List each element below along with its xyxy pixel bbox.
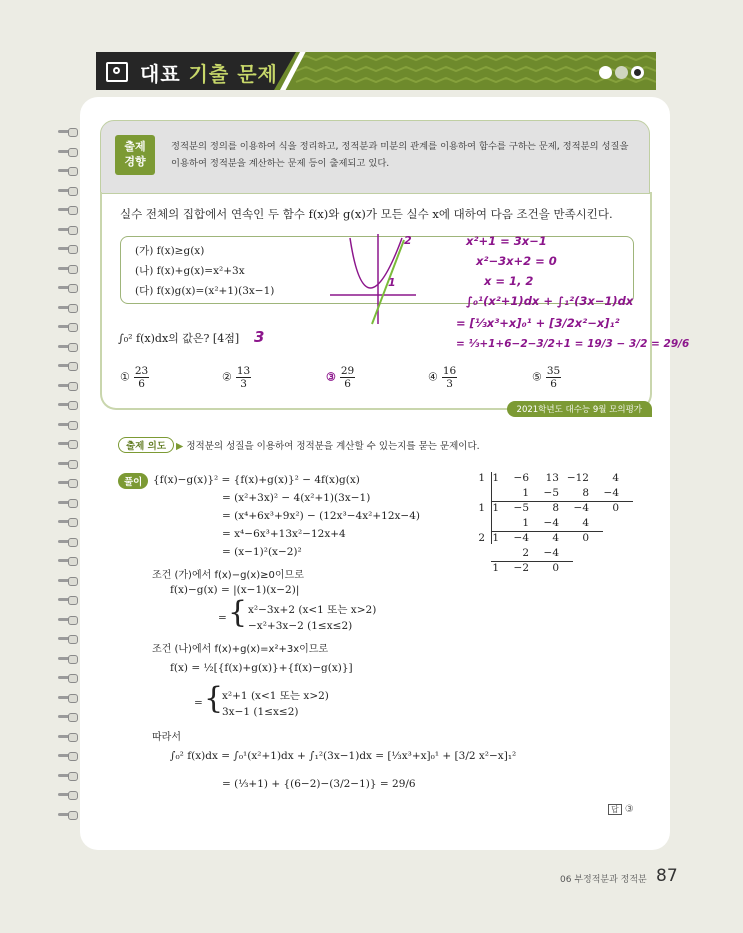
binding-ring xyxy=(58,499,78,507)
binding-ring xyxy=(58,460,78,468)
handwritten-line-1: x²+1 = 3x−1 xyxy=(466,234,547,248)
handwritten-line-3: x = 1, 2 xyxy=(484,274,534,288)
solution-line-1: {f(x)−g(x)}² = {f(x)+g(x)}² − 4f(x)g(x) xyxy=(153,474,360,486)
binding-ring xyxy=(58,791,78,799)
intent-label: 출제 의도 xyxy=(118,437,174,453)
exam-trend-box xyxy=(100,120,650,194)
question-text: ∫₀² f(x)dx의 값은? [4점] xyxy=(118,332,240,345)
solution-line-8: x²−3x+2 (x<1 또는 x>2) xyxy=(248,604,377,616)
binding-ring xyxy=(58,245,78,253)
synthetic-cell: −5 xyxy=(543,487,559,499)
binding-ring xyxy=(58,694,78,702)
synthetic-cell: 2 xyxy=(522,547,529,559)
synthetic-sum-rule xyxy=(491,501,633,502)
binding-ring xyxy=(58,616,78,624)
binding-ring xyxy=(58,128,78,136)
intent-row: 출제 의도 ▶ 정적분의 성질을 이용하여 정적분을 계산할 수 있는지를 묻는 문제이다. xyxy=(118,437,480,453)
handwritten-line-4: ∫₀¹(x²+1)dx + ∫₁²(3x−1)dx xyxy=(466,294,634,308)
chapter-footer: 06 부정적분과 정적분 xyxy=(560,875,647,885)
piecewise-brace-2: { xyxy=(204,681,224,716)
binding-ring xyxy=(58,265,78,273)
solution-badge: 풀이 xyxy=(118,473,148,489)
handwritten-answer: 3 xyxy=(254,328,265,346)
piecewise-equals-1: = xyxy=(218,612,227,624)
synthetic-cell: 0 xyxy=(582,532,589,544)
synthetic-cell: 4 xyxy=(582,517,589,529)
synthetic-root: 1 xyxy=(478,502,485,514)
handwritten-line-5: = [⅓x³+x]₀¹ + [3/2x²−x]₁² xyxy=(456,316,620,330)
binding-ring xyxy=(58,479,78,487)
answer-marker: 답 ③ xyxy=(608,804,634,815)
synthetic-root: 1 xyxy=(478,472,485,484)
synthetic-cell: 4 xyxy=(552,532,559,544)
binding-ring xyxy=(58,811,78,819)
binding-ring xyxy=(58,167,78,175)
section-title: 대표 기출 문제 xyxy=(140,62,278,86)
page-number: 87 xyxy=(656,866,678,886)
choice-5[interactable]: ⑤ $\frac{35}{6}$ xyxy=(532,365,561,390)
binding-ring xyxy=(58,343,78,351)
solution-line-15: ∫₀² f(x)dx = ∫₀¹(x²+1)dx + ∫₁²(3x−1)dx = [⅓x³+x]₀¹ + [3/2 x²−x]₁² xyxy=(170,750,517,762)
choice-2[interactable]: ② $\frac{13}{3}$ xyxy=(222,365,251,390)
binding-ring xyxy=(58,713,78,721)
handwritten-line-6: = ⅓+1+6−2−3/2+1 = 19/3 − 3/2 = 29/6 xyxy=(456,338,690,350)
choice-4[interactable]: ④ $\frac{16}{3}$ xyxy=(428,365,457,390)
synthetic-cell: 1 xyxy=(492,562,499,574)
condition-c: (다) f(x)g(x)=(x²+1)(3x−1) xyxy=(135,285,275,297)
binding-ring xyxy=(58,772,78,780)
synthetic-cell: 1 xyxy=(492,472,499,484)
synthetic-root: 2 xyxy=(478,532,485,544)
synthetic-cell: 1 xyxy=(492,502,499,514)
binding-ring xyxy=(58,518,78,526)
synthetic-cell: −6 xyxy=(513,472,529,484)
binding-ring xyxy=(58,323,78,331)
condition-b: (나) f(x)+g(x)=x²+3x xyxy=(135,265,245,277)
solution-line-6: 조건 (가)에서 f(x)−g(x)≥0이므로 xyxy=(152,570,304,581)
trend-badge: 출제 경향 xyxy=(115,135,155,175)
section-banner xyxy=(96,52,656,90)
synthetic-cell: −12 xyxy=(566,472,589,484)
condition-a: (가) f(x)≥g(x) xyxy=(135,245,205,257)
intent-text: 정적분의 성질을 이용하여 정적분을 계산할 수 있는지를 묻는 문제이다. xyxy=(186,441,480,452)
binding-ring xyxy=(58,733,78,741)
binding-ring xyxy=(58,635,78,643)
synthetic-cell: 1 xyxy=(522,517,529,529)
piecewise-equals-2: = xyxy=(194,697,203,709)
binding-ring xyxy=(58,596,78,604)
binding-ring xyxy=(58,440,78,448)
binding-ring xyxy=(58,284,78,292)
handwritten-graph-label-2: 2 xyxy=(404,234,412,247)
binding-ring xyxy=(58,538,78,546)
camera-icon xyxy=(106,62,128,82)
solution-line-2: = (x²+3x)² − 4(x²+1)(3x−1) xyxy=(222,492,371,504)
synthetic-sum-rule xyxy=(491,531,603,532)
solution-line-14: 따라서 xyxy=(152,732,181,743)
binding-ring xyxy=(58,206,78,214)
trend-description: 정적분의 정의를 이용하여 식을 정리하고, 정적분과 미분의 관계를 이용하여 함수를 구하는 문제, 정적분의 성질을 이용하여 정적분을 계산하는 문제 등이 출제되고 있다. xyxy=(171,141,629,169)
binding-ring xyxy=(58,187,78,195)
binding-ring xyxy=(58,382,78,390)
handwritten-line-2: x²−3x+2 = 0 xyxy=(476,254,557,268)
answer-icon: 답 xyxy=(608,804,622,815)
dot-2 xyxy=(615,66,628,79)
binding-ring xyxy=(58,577,78,585)
handwritten-graph-label-1: 1 xyxy=(388,276,396,289)
binding-ring xyxy=(58,401,78,409)
synthetic-cell: 13 xyxy=(545,472,559,484)
solution-line-9: −x²+3x−2 (1≤x≤2) xyxy=(248,620,353,632)
source-tag: 2021학년도 대수능 9월 모의평가 xyxy=(507,401,652,417)
synthetic-cell: 1 xyxy=(492,532,499,544)
synthetic-cell: −4 xyxy=(603,487,619,499)
synthetic-sum-rule xyxy=(491,561,573,562)
synthetic-cell: −5 xyxy=(513,502,529,514)
solution-line-4: = x⁴−6x³+13x²−12x+4 xyxy=(222,528,346,540)
choice-3[interactable]: ③ $\frac{29}{6}$ xyxy=(326,365,355,390)
synthetic-cell: 4 xyxy=(612,472,619,484)
solution-line-7: f(x)−g(x) = |(x−1)(x−2)| xyxy=(170,584,300,596)
progress-dots xyxy=(596,64,644,83)
solution-line-3: = (x⁴+6x³+9x²) − (12x³−4x²+12x−4) xyxy=(222,510,421,522)
synthetic-cell: −4 xyxy=(543,517,559,529)
binding-ring xyxy=(58,674,78,682)
piecewise-brace-1: { xyxy=(228,595,248,630)
binding-ring xyxy=(58,304,78,312)
synthetic-cell: −2 xyxy=(513,562,529,574)
dot-3 xyxy=(631,66,644,79)
solution-line-13: 3x−1 (1≤x≤2) xyxy=(222,706,299,718)
binding-ring xyxy=(58,226,78,234)
synthetic-cell: −4 xyxy=(513,532,529,544)
choice-1[interactable]: ① $\frac{23}{6}$ xyxy=(120,365,149,390)
synthetic-cell: 0 xyxy=(552,562,559,574)
spiral-binding xyxy=(58,128,80,828)
solution-line-5: = (x−1)²(x−2)² xyxy=(222,546,302,558)
binding-ring xyxy=(58,362,78,370)
solution-line-16: = (⅓+1) + {(6−2)−(3/2−1)} = 29/6 xyxy=(222,778,416,790)
binding-ring xyxy=(58,421,78,429)
synthetic-cell: 8 xyxy=(552,502,559,514)
synthetic-cell: 0 xyxy=(612,502,619,514)
solution-line-10: 조건 (나)에서 f(x)+g(x)=x²+3x이므로 xyxy=(152,644,329,655)
synthetic-cell: −4 xyxy=(573,502,589,514)
dot-1 xyxy=(599,66,612,79)
binding-ring xyxy=(58,752,78,760)
solution-line-12: x²+1 (x<1 또는 x>2) xyxy=(222,690,329,702)
binding-ring xyxy=(58,148,78,156)
binding-ring xyxy=(58,557,78,565)
synthetic-cell: −4 xyxy=(543,547,559,559)
problem-stem: 실수 전체의 집합에서 연속인 두 함수 f(x)와 g(x)가 모든 실수 x에 대하여 다음 조건을 만족시킨다. xyxy=(120,207,613,221)
solution-line-11: f(x) = ½[{f(x)+g(x)}+{f(x)−g(x)}] xyxy=(170,662,353,674)
synthetic-cell: 1 xyxy=(522,487,529,499)
binding-ring xyxy=(58,655,78,663)
synthetic-cell: 8 xyxy=(582,487,589,499)
